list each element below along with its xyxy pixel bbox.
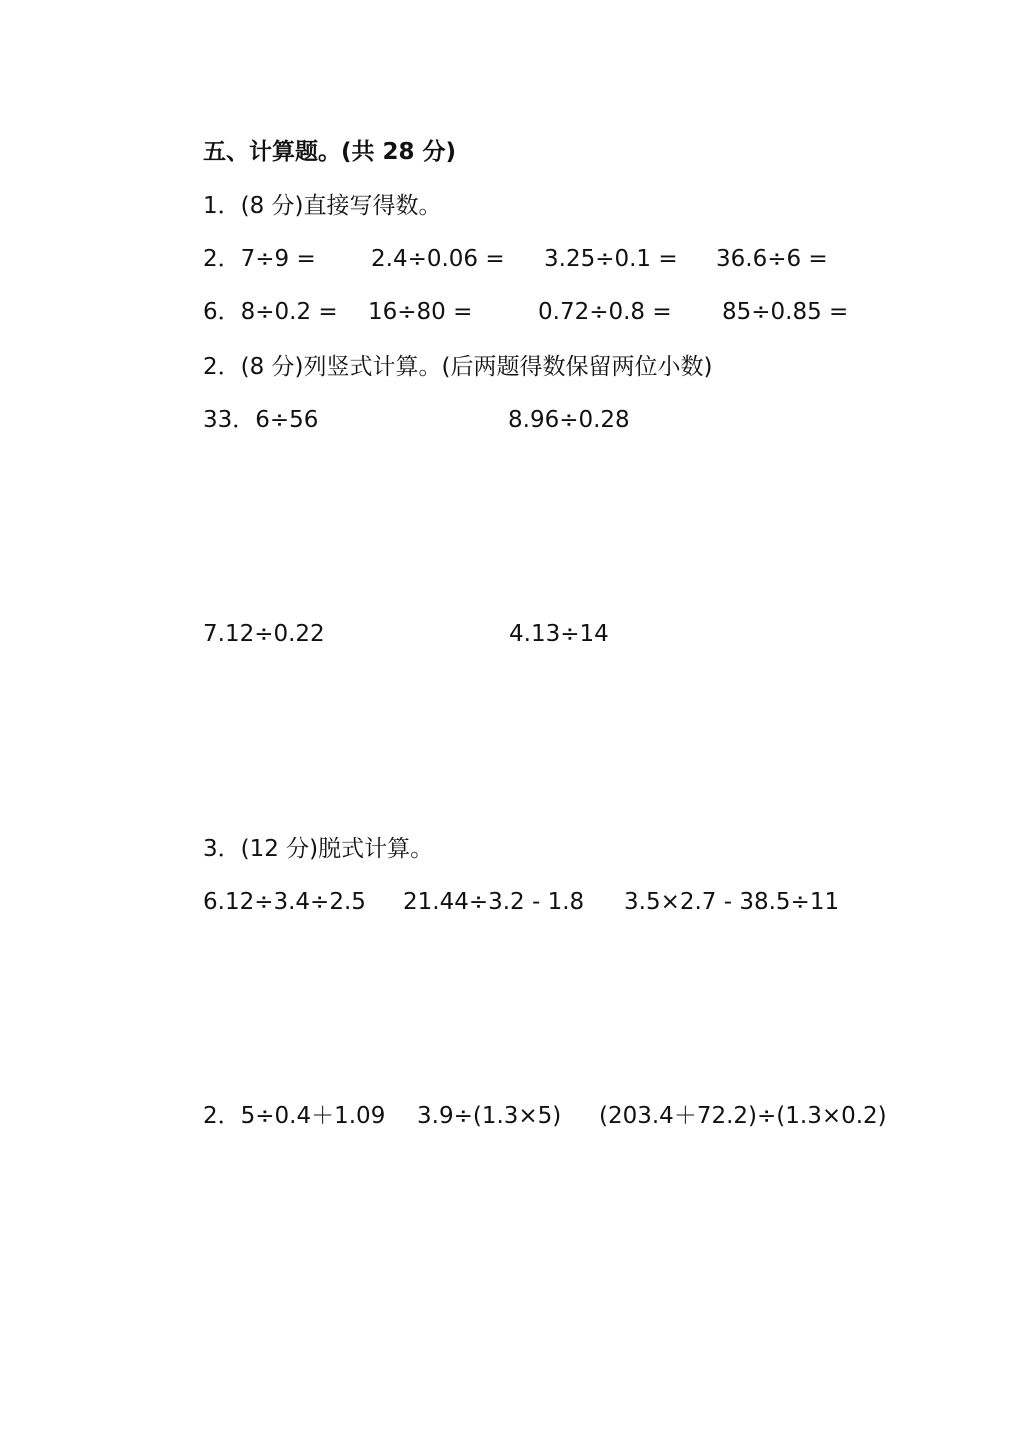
problem-1-5: 6．8÷0.2 = — [203, 299, 338, 325]
problem-1-7: 0.72÷0.8 = — [538, 299, 672, 325]
problem-3-6: (203.4＋72.2)÷(1.3×0.2) — [599, 1103, 887, 1129]
problem-1-8: 85÷0.85 = — [722, 299, 849, 325]
problem-2-2: 8.96÷0.28 — [508, 407, 630, 433]
problem-2-4: 4.13÷14 — [509, 621, 609, 647]
problem-3-1: 6.12÷3.4÷2.5 — [203, 889, 366, 915]
problem-2-3: 7.12÷0.22 — [203, 621, 325, 647]
problem-3-4: 2．5÷0.4＋1.09 — [203, 1103, 386, 1129]
problem-1-2: 2.4÷0.06 = — [371, 246, 505, 272]
problem-3-2: 21.44÷3.2 - 1.8 — [403, 889, 585, 915]
problem-1-3: 3.25÷0.1 = — [544, 246, 678, 272]
problem-1-6: 16÷80 = — [368, 299, 473, 325]
problem-2-1: 33．6÷56 — [203, 407, 319, 433]
part3-title: 3．(12 分)脱式计算。 — [203, 836, 434, 862]
problem-1-1: 2．7÷9 = — [203, 246, 316, 272]
problem-1-4: 36.6÷6 = — [716, 246, 828, 272]
problem-3-3: 3.5×2.7 - 38.5÷11 — [624, 889, 840, 915]
section-title: 五、计算题。(共 28 分) — [203, 139, 457, 165]
part2-title: 2．(8 分)列竖式计算。(后两题得数保留两位小数) — [203, 354, 713, 380]
part1-title: 1．(8 分)直接写得数。 — [203, 193, 442, 219]
problem-3-5: 3.9÷(1.3×5) — [417, 1103, 562, 1129]
